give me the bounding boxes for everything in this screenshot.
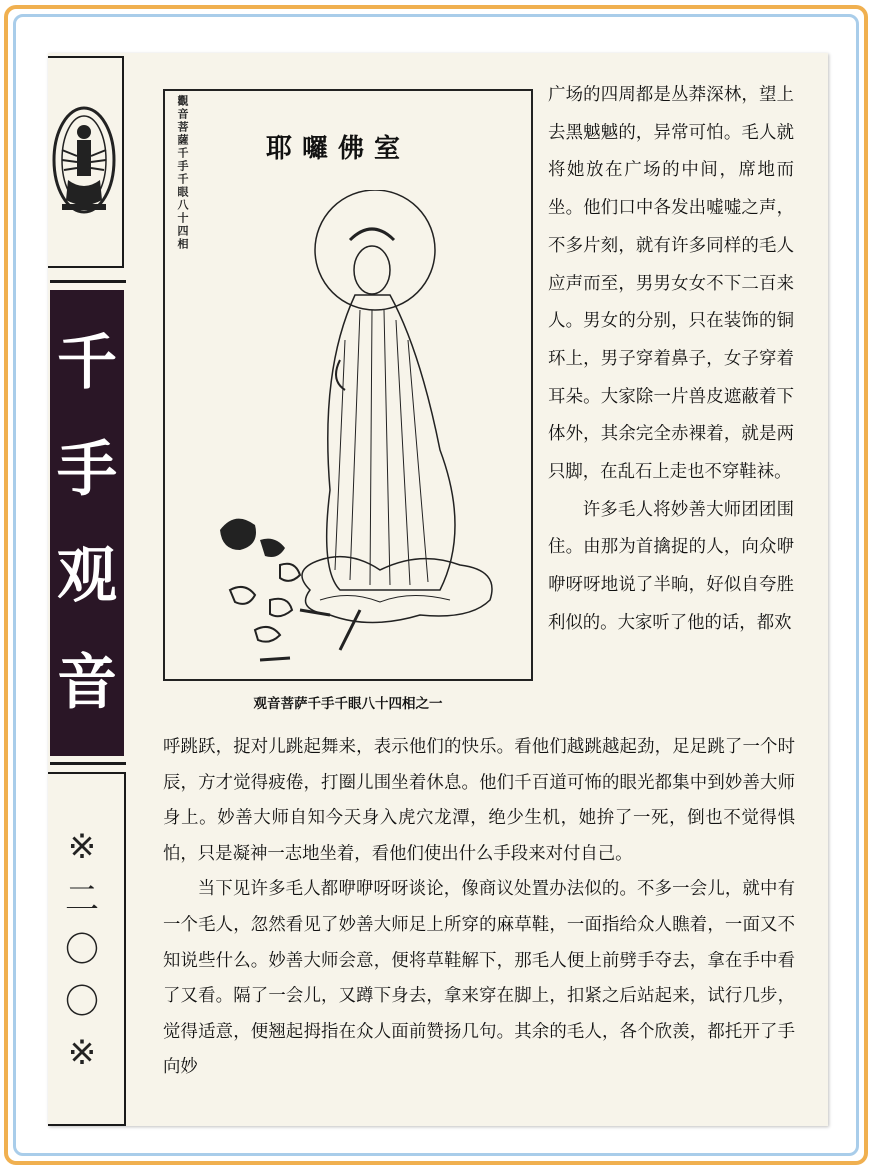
sidebar-rule (50, 280, 126, 283)
paragraph: 当下见许多毛人都咿咿呀呀谈论，像商议处置办法似的。不多一会儿，就中有一个毛人，忽然看见了妙善大师足上所穿的麻草鞋，一面指给众人瞧着，一面又不知说些什么。妙善大师会意，便将草鞋解下，那毛人便上前劈手夺去，拿在手中看了又看。隔了一会儿，又蹲下身去，拿来穿在脚上，扣紧之后站起来，试行几步，觉得适意，便翘起拇指在众人面前赞扬几句。其余的毛人，各个欣羡，都托开了手向妙 (163, 879, 795, 1078)
book-title-char: 音 (57, 647, 117, 718)
book-title-char: 千 (57, 328, 117, 399)
paragraph: 广场的四周都是丛莽深林，望上去黑魆魆的，异常可怕。毛人就将她放在广场的中间，席地而坐。他们口中各发出嘘嘘之声，不多片刻，就有许多同样的毛人应声而至，男男女女不下二百来人。男女的分别，只在装饰的铜环上，男子穿着鼻子，女子穿着耳朵。大家除一片兽皮遮蔽着下体外，其余完全赤裸着，就是两只脚，在乱石上走也不穿鞋袜。 (548, 85, 794, 483)
illustration-side-inscription: 觀音菩薩千手千眼八十四相 (176, 95, 189, 251)
page-number-digit: 二 (65, 878, 99, 919)
sidebar-rule (50, 762, 126, 765)
illustration-caption: 观音菩萨千手千眼八十四相之一 (253, 696, 443, 712)
page-number-ornament: ※ (67, 827, 97, 867)
column-text (548, 77, 794, 643)
full-width-text (163, 730, 795, 1086)
illustration-title: 耶囉佛室 (266, 134, 411, 164)
paragraph: 呼跳跃，捉对儿跳起舞来，表示他们的快乐。看他们越跳越起劲，足足跳了一个时辰，方才觉得疲倦，打圈儿围坐着休息。他们千百道可怖的眼光都集中到妙善大师身上。妙善大师自知今天身入虎穴龙潭，绝少生机，她拚了一死，倒也不觉得惧怕，只是凝神一志地坐着，看他们使出什么手段来对付自己。 (163, 737, 795, 864)
page-number-digit: 〇 (65, 930, 99, 970)
guanyin-figure-icon (200, 190, 530, 670)
book-title-char: 手 (57, 434, 117, 505)
paragraph: 许多毛人将妙善大师团团围住。由那为首擒捉的人，向众咿咿呀呀地说了半晌，好似自夸胜利似的。大家听了他的话，都欢 (548, 499, 794, 633)
guanyin-emblem-icon (48, 100, 120, 225)
page-number-digit: 〇 (65, 981, 99, 1022)
book-title-band (50, 290, 124, 756)
page-number (56, 827, 108, 1073)
page-number-ornament: ※ (67, 1033, 97, 1073)
book-title-char: 观 (57, 541, 117, 612)
